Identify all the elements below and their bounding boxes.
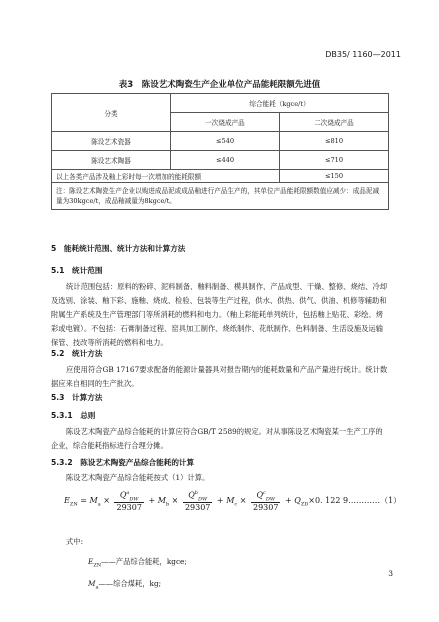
- formula-1: $E_{ZN} = M_a$ × $\frac{Q^a_{DW}}{29307}$ + $M_b$ × $\frac{Q^b_{DW}}{29307}$ + $M_c$ × $\frac{Q^c_{DW}}{29307}$ + $Q_{ZD}\times 0$. 122 9…………（1）: [64, 490, 402, 513]
- header-first-firing: 一次烧成产品: [171, 113, 280, 132]
- section-5-1-text: 统计范围包括：原料的粉碎、泥料制备、釉料制备、模具制作、产品成型、干燥、整修、烧结、冷却及选别、涂装、釉下彩、施釉、烧成、检验、包装等生产过程，供水、供热、供气、供油、机修等辅助和附属生产系统及生产管理部门等所消耗的燃料和电力。（釉上彩能耗单列统计，包括釉上贴花、彩绘、烤彩或电镀）。不包括：石膏制备过程、窑具加工制作、烧纸制作、花纸制作、色料制备、生活设施及运输保管、技改等所消耗的燃料和电力。: [51, 282, 388, 347]
- definition-item: $E_{ZN}——$产品综合能耗，kgce;: [88, 557, 187, 569]
- where-label: 式中:: [66, 537, 84, 546]
- standard-number: DB35/ 1160—2011: [325, 50, 401, 59]
- header-category: 分类: [52, 94, 171, 132]
- section-5-3-2-heading: 5.3.2 陈设艺术陶瓷产品综合能耗的计算: [51, 458, 195, 467]
- table-row: [52, 132, 389, 151]
- fraction-c: $\frac{Q^c_{DW}}{29307}$: [253, 490, 279, 513]
- table-caption: 表3 陈设艺术陶瓷生产企业单位产品能耗限额先进值: [118, 80, 321, 90]
- section-5-1-heading: 5.1 统计范围: [51, 266, 103, 275]
- row-second-value: ≤710: [279, 151, 388, 170]
- energy-limit-table: [51, 93, 389, 210]
- section-5-3-1-heading: 5.3.1 总则: [51, 411, 96, 420]
- extra-row-value: ≤150: [279, 170, 388, 183]
- fraction-a: $\frac{Q^a_{DW}}{29307}$: [116, 490, 142, 513]
- formula-number: （1）: [380, 496, 402, 506]
- section-5-2-heading: 5.2 统计方法: [51, 349, 103, 358]
- table-row: [52, 170, 389, 183]
- row-label: 陈设艺术瓷器: [52, 132, 171, 151]
- row-first-value: ≤540: [171, 132, 280, 151]
- definition-item: $M_a——$综合煤耗，kg;: [88, 579, 162, 591]
- row-label: 陈设艺术陶器: [52, 151, 171, 170]
- row-first-value: ≤440: [171, 151, 280, 170]
- section-5-3-heading: 5.3 计算方法: [51, 393, 103, 402]
- table-note: 注：陈设艺术陶瓷生产企业以购进成品泥或成品釉进行产品生产的，其单位产品能耗限额数值应减少：成品泥减量为30kgce/t，成品釉减量为8kgce/t。: [52, 183, 389, 210]
- section-5-heading: 5 能耗统计范围、统计方法和计算方法: [51, 244, 186, 253]
- extra-row-label: 以上各类产品涉及釉上彩时每一次增加的能耗限额: [52, 170, 280, 183]
- formula-lhs: E: [64, 496, 70, 506]
- fraction-b: $\frac{Q^b_{DW}}{29307}$: [184, 490, 211, 513]
- row-second-value: ≤810: [279, 132, 388, 151]
- header-group: 综合能耗（kgce/t）: [171, 94, 389, 113]
- page-number: 3: [388, 569, 393, 578]
- header-second-firing: 二次烧成产品: [279, 113, 388, 132]
- section-5-3-2-text: 陈设艺术陶瓷产品综合能耗按式（1）计算。: [66, 473, 210, 482]
- section-5-3-1-text: 陈设艺术陶瓷产品综合能耗的计算应符合GB/T 2589的规定。对从事陈设艺术陶瓷某一生产工序的企业，综合能耗指标进行合理分摊。: [51, 427, 383, 450]
- section-5-2-text: 应使用符合GB 17167要求配备的能源计量器具对报告期内的能耗数量和产品产量进行统计。统计数据应来自相同的生产批次。: [51, 365, 388, 388]
- table-row: [52, 151, 389, 170]
